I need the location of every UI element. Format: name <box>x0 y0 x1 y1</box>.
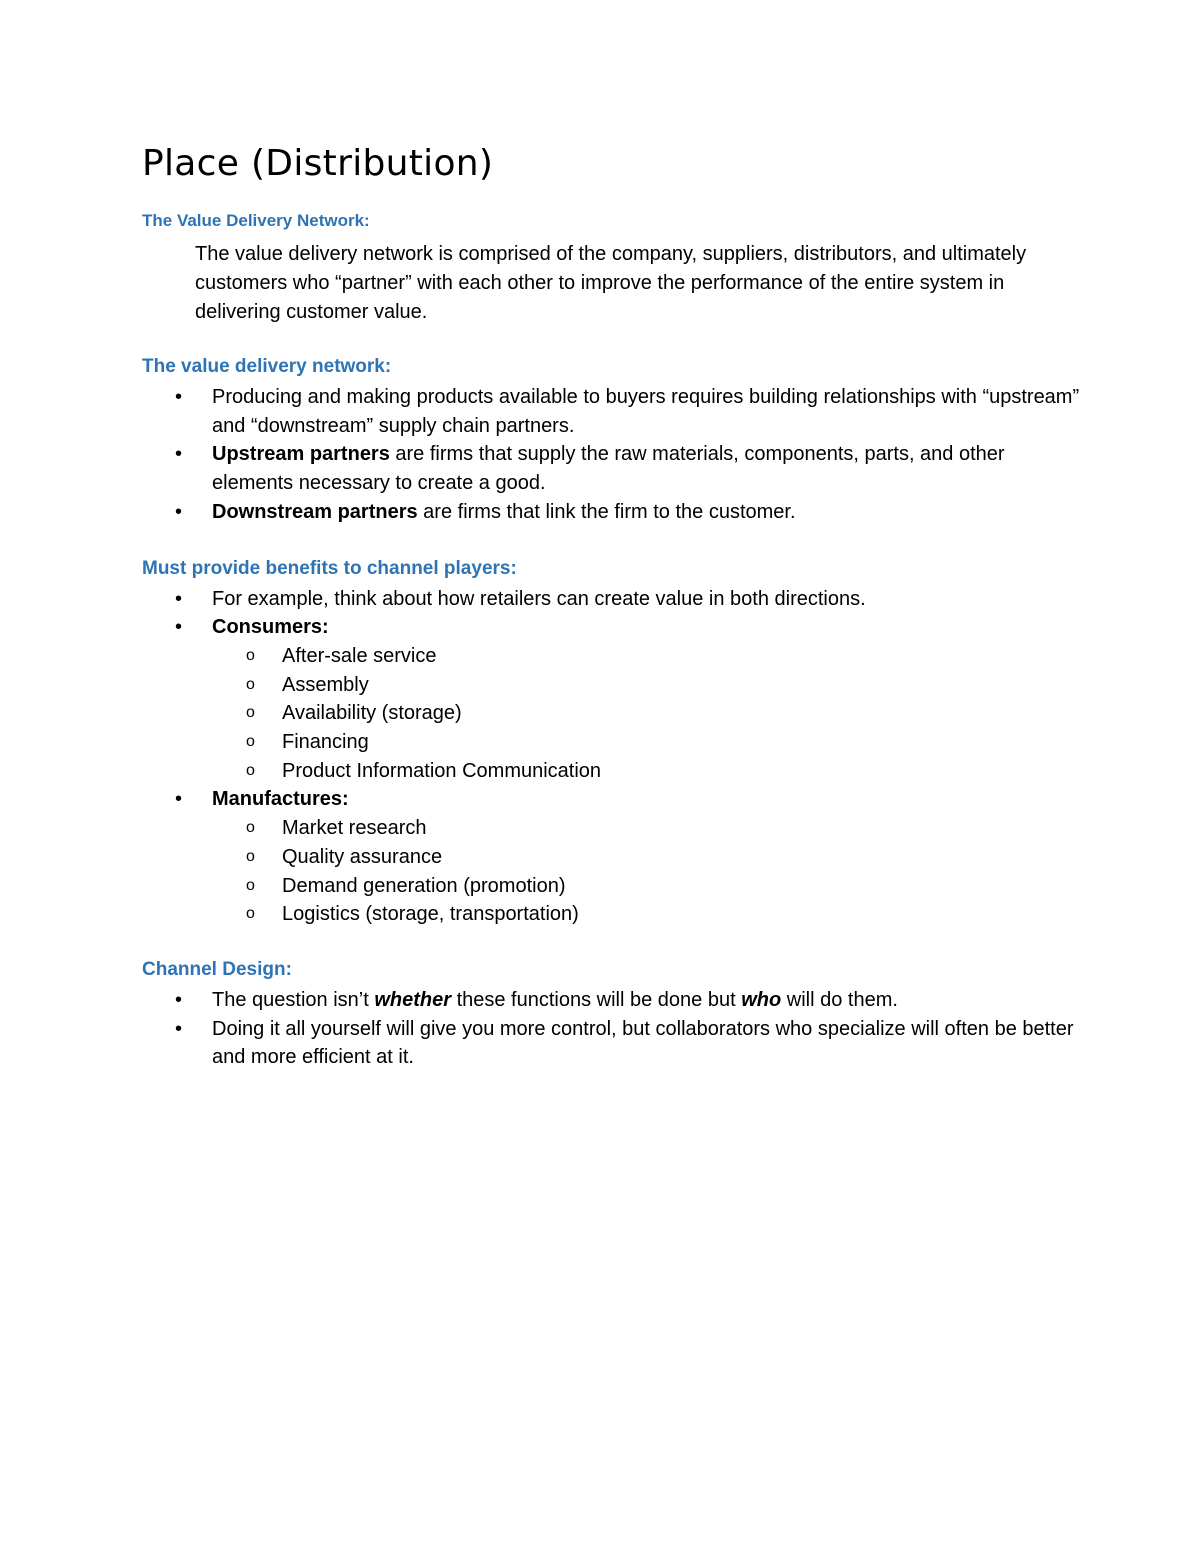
list-item-consumers <box>142 613 1082 785</box>
circle-bullet-icon: o <box>246 761 255 779</box>
sub-list-item <box>212 814 1082 843</box>
list-item-bold: Downstream partners <box>212 500 418 523</box>
list-item <box>142 383 1082 440</box>
list-item-bold: Upstream partners <box>212 443 390 466</box>
bullet-icon: • <box>175 988 183 1011</box>
sub-list-item-text: Product Information Communication <box>282 759 602 782</box>
list-item-manufactures <box>142 785 1082 929</box>
sub-list-item-text: After-sale service <box>282 644 437 667</box>
list-item <box>142 440 1082 497</box>
list-item-text: will do them. <box>781 988 898 1011</box>
sub-list-item-text: Demand generation (promotion) <box>282 874 566 897</box>
circle-bullet-icon: o <box>246 819 255 837</box>
sub-list-item <box>212 642 1082 671</box>
bullet-icon: • <box>175 1017 183 1040</box>
list-item-text: are firms that link the firm to the customer. <box>417 500 796 523</box>
sub-list-item <box>212 699 1082 728</box>
intro-paragraph: The value delivery network is comprised of the company, suppliers, distributors, and ultimately customers who “partner” with each other to improve the performance of the entire system in delivering customer value. <box>195 243 1027 323</box>
sub-list-item-text: Market research <box>282 817 427 840</box>
sub-list-item <box>212 671 1082 700</box>
sub-list-item-text: Logistics (storage, transportation) <box>282 903 579 926</box>
circle-bullet-icon: o <box>246 905 255 923</box>
list-item-bold: Manufactures: <box>212 788 349 811</box>
circle-bullet-icon: o <box>246 847 255 865</box>
sub-list-consumers <box>212 642 1082 786</box>
sub-list-item <box>212 728 1082 757</box>
list-item-bold: Consumers: <box>212 616 329 639</box>
list-item-text: For example, think about how retailers can create value in both directions. <box>212 587 866 610</box>
sub-list-item <box>212 900 1082 929</box>
sub-list-item-text: Assembly <box>282 673 369 696</box>
bullet-icon: • <box>175 587 183 610</box>
list-item <box>142 498 1082 527</box>
bullet-icon: • <box>175 443 183 466</box>
circle-bullet-icon: o <box>246 646 255 664</box>
sub-list-item-text: Availability (storage) <box>282 702 462 725</box>
sub-list-item <box>212 872 1082 901</box>
list-item <box>142 1015 1082 1072</box>
circle-bullet-icon: o <box>246 876 255 894</box>
bullet-icon: • <box>175 386 183 408</box>
bullet-list <box>142 383 1082 527</box>
document-page <box>142 140 1082 1072</box>
sub-list-item-text: Quality assurance <box>282 845 443 868</box>
section-heading-value-delivery-network-list: The value delivery network: <box>142 356 392 377</box>
bullet-list <box>142 585 1082 929</box>
list-item-text: Producing and making products available to buyers requires building relationships with “upstream” and “downstream” supply chain partners. <box>212 386 1080 437</box>
sub-list-item-text: Financing <box>282 731 369 754</box>
bullet-icon: • <box>175 616 183 639</box>
bullet-icon: • <box>175 788 183 811</box>
bullet-icon: • <box>175 500 183 523</box>
sub-list-manufactures <box>212 814 1082 929</box>
circle-bullet-icon: o <box>246 704 255 722</box>
sub-list-item <box>212 757 1082 786</box>
list-item-text: Doing it all yourself will give you more control, but collaborators who specialize will often be better and more efficient at it. <box>212 1017 1074 1069</box>
list-item-text: The question isn’t <box>212 988 375 1011</box>
sub-list-item <box>212 843 1082 872</box>
circle-bullet-icon: o <box>246 733 255 751</box>
document-title: Place (Distribution) <box>142 143 494 184</box>
list-item <box>142 986 1082 1015</box>
circle-bullet-icon: o <box>246 675 255 693</box>
emphasis-whether: whether <box>374 988 452 1011</box>
list-item-text: these functions will be done but <box>451 988 742 1011</box>
emphasis-who: who <box>741 988 782 1011</box>
list-item <box>142 585 1082 614</box>
list-item-text: are firms that supply the raw materials, components, parts, and other elements necessary to create a good. <box>212 443 1005 495</box>
section-heading-channel-design: Channel Design: <box>142 958 292 980</box>
bullet-list <box>142 986 1082 1072</box>
section-heading-channel-benefits: Must provide benefits to channel players: <box>142 557 517 579</box>
section-heading-value-delivery-network: The Value Delivery Network: <box>142 211 370 230</box>
